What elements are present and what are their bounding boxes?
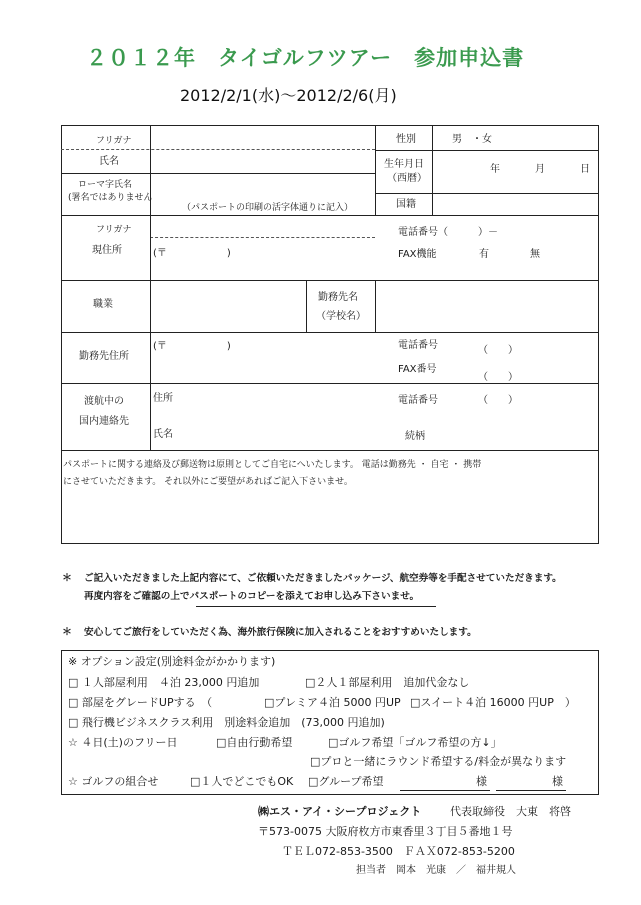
room-upgrade-option[interactable]: □ 部屋をグレードUPする （ [68, 696, 213, 709]
birth-day-label: 日 [580, 164, 590, 175]
company-name: ㈱エス・アイ・シープロジェクト [258, 805, 422, 818]
birthdate-label: 生年月日 [384, 159, 424, 170]
furigana-label: フリガナ [96, 136, 132, 146]
passport-note: （パスポートの印刷の活字体通りに記入） [182, 203, 354, 213]
staff-names: 担当者 岡本 光康 ／ 福井規人 [356, 865, 516, 876]
single-room-option[interactable]: □ １人部屋利用 ４泊 23,000 円追加 [68, 676, 260, 689]
group-pairing-option[interactable]: □グループ希望 [308, 775, 384, 788]
golf-option[interactable]: □ゴルフ希望「ゴルフ希望の方↓」 [328, 736, 502, 749]
phone-label[interactable]: 電話番号（ ）－ [398, 227, 498, 238]
fax-no-option[interactable]: 無 [530, 249, 540, 260]
contact-address-label: 住所 [153, 393, 173, 404]
business-class-option[interactable]: □ 飛行機ビジネスクラス利用 別途料金追加 (73,000 円追加) [68, 716, 385, 729]
page-title: ２０１２年 タイゴルフツアー 参加申込書 [86, 46, 525, 70]
gender-options[interactable]: 男 ・女 [452, 134, 492, 145]
group-name-2-field[interactable] [496, 790, 566, 791]
note-1-line-1: ご記入いただきました上記内容にて、ご依頼いただきましたパッケージ、航空券等を手配させていただきます。 [84, 573, 562, 584]
note-1-line-2: 再度内容をご確認の上でパスポートのコピーを添えてお申し込み下さいませ。 [84, 591, 420, 602]
school-label: （学校名） [316, 311, 366, 322]
free-activity-option[interactable]: □自由行動希望 [216, 736, 293, 749]
representative: 代表取締役 大東 将啓 [450, 805, 571, 818]
group-name-1-suffix: 様 [476, 775, 487, 788]
address-furigana-label: フリガナ [96, 225, 132, 235]
work-fax-label: FAX番号 [398, 364, 437, 375]
contact-label: 渡航中の [84, 396, 124, 407]
address-label: 現住所 [92, 245, 122, 256]
pro-round-option[interactable]: □プロと一緒にラウンド希望する/料金が異なります [310, 755, 567, 768]
premier-upgrade-option[interactable]: □プレミア４泊 5000 円UP [264, 696, 401, 709]
occupation-label: 職業 [93, 299, 113, 310]
fax-label: FAX機能 [398, 249, 437, 260]
note-2-text: 安心してご旅行をしていただく為、海外旅行保険に加入されることをおすすめいたします。 [84, 627, 477, 638]
options-heading: ※ オプション設定(別途料金がかかります) [68, 655, 276, 668]
company-address: 〒573-0075 大阪府枚方市東香里３丁目５番地１号 [258, 825, 513, 838]
free-day-label: ☆ ４日(土)のフリー日 [68, 736, 178, 749]
nationality-label: 国籍 [396, 199, 416, 210]
contact-phone-field[interactable]: （ ） [478, 395, 518, 406]
work-phone-field[interactable]: （ ） [478, 345, 518, 356]
postal-code-field[interactable]: (〒 ) [153, 248, 231, 259]
birth-month-label: 月 [535, 164, 545, 175]
remarks-line-2: にさせていただきます。 それ以外にご要望があればご記入下さいませ。 [63, 477, 353, 487]
remarks-line-1: パスポートに関する連絡及び郵送物は原則としてご自宅にへいたします。 電話は勤務先 ・ 自宅 ・ 携帯 [63, 460, 482, 470]
birth-year-label: 年 [490, 164, 500, 175]
work-address-label: 勤務先住所 [79, 351, 129, 362]
note-2-marker: ＊ [62, 627, 72, 638]
birthdate-note: （西暦） [387, 173, 427, 184]
company-tel-fax: ＴＥＬ072-853-3500 ＦＡＸ072-853-5200 [282, 845, 515, 858]
tour-dates: 2012/2/1(水)～2012/2/6(月) [180, 86, 397, 105]
solo-pairing-option[interactable]: □１人でどこでもOK [190, 775, 294, 788]
group-name-1-field[interactable] [400, 790, 490, 791]
work-phone-label: 電話番号 [398, 340, 438, 351]
suite-upgrade-option[interactable]: □スイート４泊 16000 円UP ） [410, 696, 576, 709]
contact-label-2: 国内連絡先 [79, 416, 129, 427]
note-1-marker: ＊ [62, 573, 72, 584]
gender-label: 性別 [396, 134, 416, 145]
romaji-note: (署名ではありません [68, 193, 153, 203]
golf-pairing-label: ☆ ゴルフの組合せ [68, 775, 159, 788]
name-label: 氏名 [99, 156, 119, 167]
workplace-label: 勤務先名 [318, 292, 358, 303]
twin-room-option[interactable]: □２人１部屋利用 追加代金なし [305, 676, 470, 689]
contact-name-label: 氏名 [153, 429, 173, 440]
group-name-2-suffix: 様 [552, 775, 563, 788]
work-fax-field[interactable]: （ ） [478, 372, 518, 383]
romaji-label: ローマ字氏名 [78, 180, 133, 190]
fax-yes-option[interactable]: 有 [479, 249, 489, 260]
work-postal-field[interactable]: (〒 ) [153, 341, 231, 352]
relation-label: 続柄 [405, 431, 425, 442]
contact-phone-label: 電話番号 [398, 395, 438, 406]
